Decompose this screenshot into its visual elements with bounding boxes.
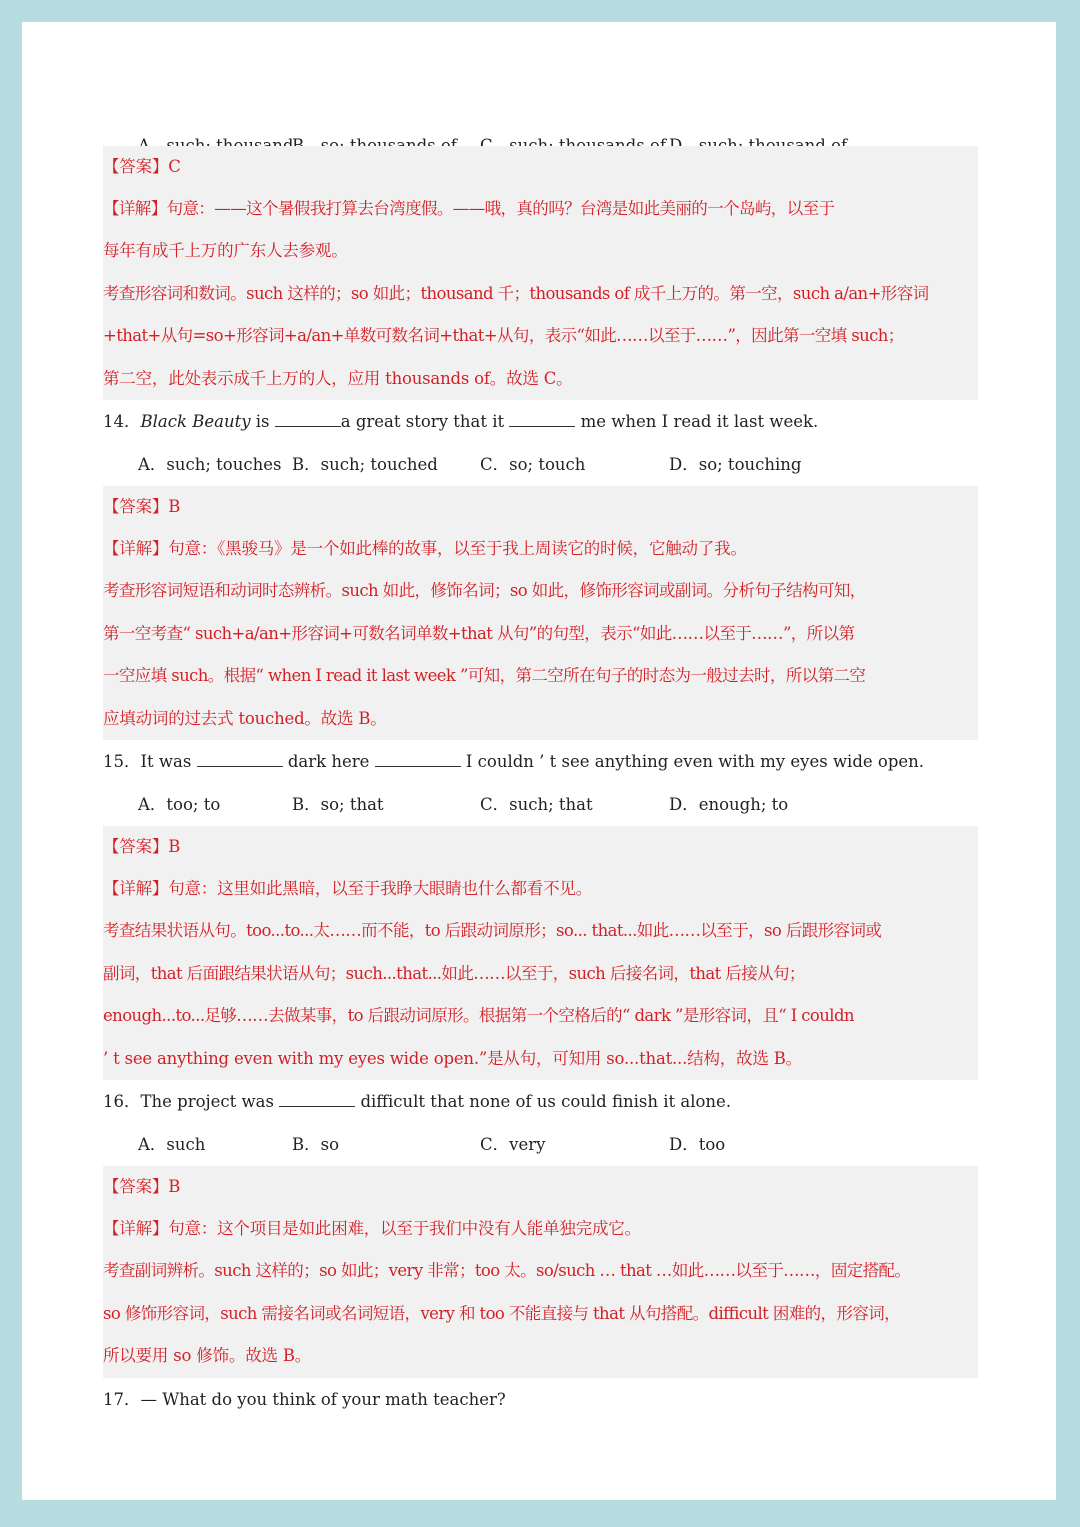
q14-option-a: A．such; touches	[138, 455, 282, 474]
q14-answer: 【答案】B	[103, 497, 181, 516]
q14-detail-line: 应填动词的过去式 touched。故选 B。	[103, 709, 387, 728]
q15-number: 15．	[103, 752, 141, 771]
q16-answer-box	[103, 1166, 978, 1378]
q15-detail-line: 【详解】句意：这里如此黑暗，以至于我睁大眼睛也什么都看不见。	[103, 879, 593, 898]
q13-detail-line: 考查形容词和数词。such 这样的；so 如此；thousand 千；thousands of 成千上万的。第一空，such a/an+形容词	[103, 284, 929, 303]
q15-detail-line: 副词，that 后面跟结果状语从句；such...that...如此……以至于，such 后接名词，that 后接从句；	[103, 964, 805, 983]
q15-answer: 【答案】B	[103, 837, 181, 856]
q13-detail-line: 【详解】句意：——这个暑假我打算去台湾度假。——哦，真的吗？台湾是如此美丽的一个岛屿，以至于	[103, 199, 835, 218]
q16-detail-line: 【详解】句意：这个项目是如此困难，以至于我们中没有人能单独完成它。	[103, 1219, 641, 1238]
q15-detail-line: 考查结果状语从句。too...to...太……而不能，to 后跟动词原形；so... that...如此……以至于，so 后跟形容词或	[103, 921, 882, 940]
document-page	[22, 22, 1056, 1500]
q13-answer: 【答案】C	[103, 157, 181, 176]
q14-stem	[103, 401, 818, 443]
q13-detail-line: +that+从句=so+形容词+a/an+单数可数名词+that+从句，表示“如此……以至于……”，因此第一空填 such；	[103, 326, 904, 345]
q14-detail-line: 一空应填 such。根据“ when I read it last week ”可知，第二空所在句子的时态为一般过去时，所以第二空	[103, 666, 866, 685]
q16-stem-part: difficult that none of us could finish it alone.	[355, 1092, 732, 1111]
q14-stem-part: a great story that it	[340, 412, 510, 431]
q15-option-a: A．too; to	[138, 795, 221, 814]
q14-stem-part: is	[250, 412, 275, 431]
q14-blank-2	[509, 412, 575, 427]
q14-option-c: C．so; touch	[480, 455, 586, 474]
q15-option-b: B．so; that	[292, 795, 384, 814]
q14-blank-1	[275, 412, 341, 427]
q16-detail-line: so 修饰形容词，such 需接名词或名词短语，very 和 too 不能直接与 that 从句搭配。difficult 困难的，形容词，	[103, 1304, 901, 1323]
q14-detail-line: 【详解】句意：《黑骏马》是一个如此棒的故事，以至于我上周读它的时候，它触动了我。	[103, 539, 747, 558]
q15-answer-box	[103, 826, 978, 1080]
q17-stem-part: — What do you think of your math teacher?	[140, 1390, 506, 1409]
q16-number: 16．	[103, 1092, 141, 1111]
q16-detail-line: 所以要用 so 修饰。故选 B。	[103, 1346, 312, 1365]
q16-answer: 【答案】B	[103, 1177, 181, 1196]
q16-option-a: A．such	[138, 1135, 206, 1154]
q14-number: 14．	[103, 412, 141, 431]
q14-answer-box	[103, 486, 978, 740]
q17-stem	[103, 1379, 506, 1421]
q13-detail-line: 第二空，此处表示成千上万的人，应用 thousands of。故选 C。	[103, 369, 573, 388]
q15-detail-line: enough...to...足够……去做某事，to 后跟动词原形。根据第一个空格后的“ dark ”是形容词，且“ I couldn	[103, 1006, 854, 1025]
q14-option-d: D．so; touching	[669, 455, 802, 474]
q13-detail-line: 每年有成千上万的广东人去参观。	[103, 241, 348, 260]
q16-detail-line: 考查副词辨析。such 这样的；so 如此；very 非常；too 太。so/such … that …如此……以至于……，固定搭配。	[103, 1261, 911, 1280]
q14-option-b: B．such; touched	[292, 455, 438, 474]
q14-book-title: Black Beauty	[140, 412, 251, 431]
q14-detail-line: 考查形容词短语和动词时态辨析。such 如此，修饰名词；so 如此，修饰形容词或副词。分析句子结构可知，	[103, 581, 866, 600]
q15-option-c: C．such; that	[480, 795, 593, 814]
q15-blank-2	[375, 752, 461, 767]
q17-number: 17．	[103, 1390, 141, 1409]
q15-blank-1	[197, 752, 283, 767]
q15-stem-part: dark here	[282, 752, 375, 771]
q15-detail-line: ’ t see anything even with my eyes wide open.”是从句，可知用 so...that...结构，故选 B。	[103, 1049, 802, 1068]
q15-stem-part: I couldn ’ t see anything even with my eyes wide open.	[460, 752, 925, 771]
q16-option-c: C．very	[480, 1135, 546, 1154]
q15-stem-part: It was	[140, 752, 197, 771]
q16-blank	[279, 1092, 355, 1107]
q16-stem	[103, 1081, 731, 1123]
q16-option-d: D．too	[669, 1135, 726, 1154]
q15-stem	[103, 741, 924, 783]
q14-stem-part: me when I read it last week.	[575, 412, 819, 431]
q13-answer-box	[103, 146, 978, 400]
q15-option-d: D．enough; to	[669, 795, 789, 814]
q14-detail-line: 第一空考查“ such+a/an+形容词+可数名词单数+that 从句”的句型，表示“如此……以至于……”，所以第	[103, 624, 855, 643]
q16-option-b: B．so	[292, 1135, 340, 1154]
q16-stem-part: The project was	[140, 1092, 280, 1111]
